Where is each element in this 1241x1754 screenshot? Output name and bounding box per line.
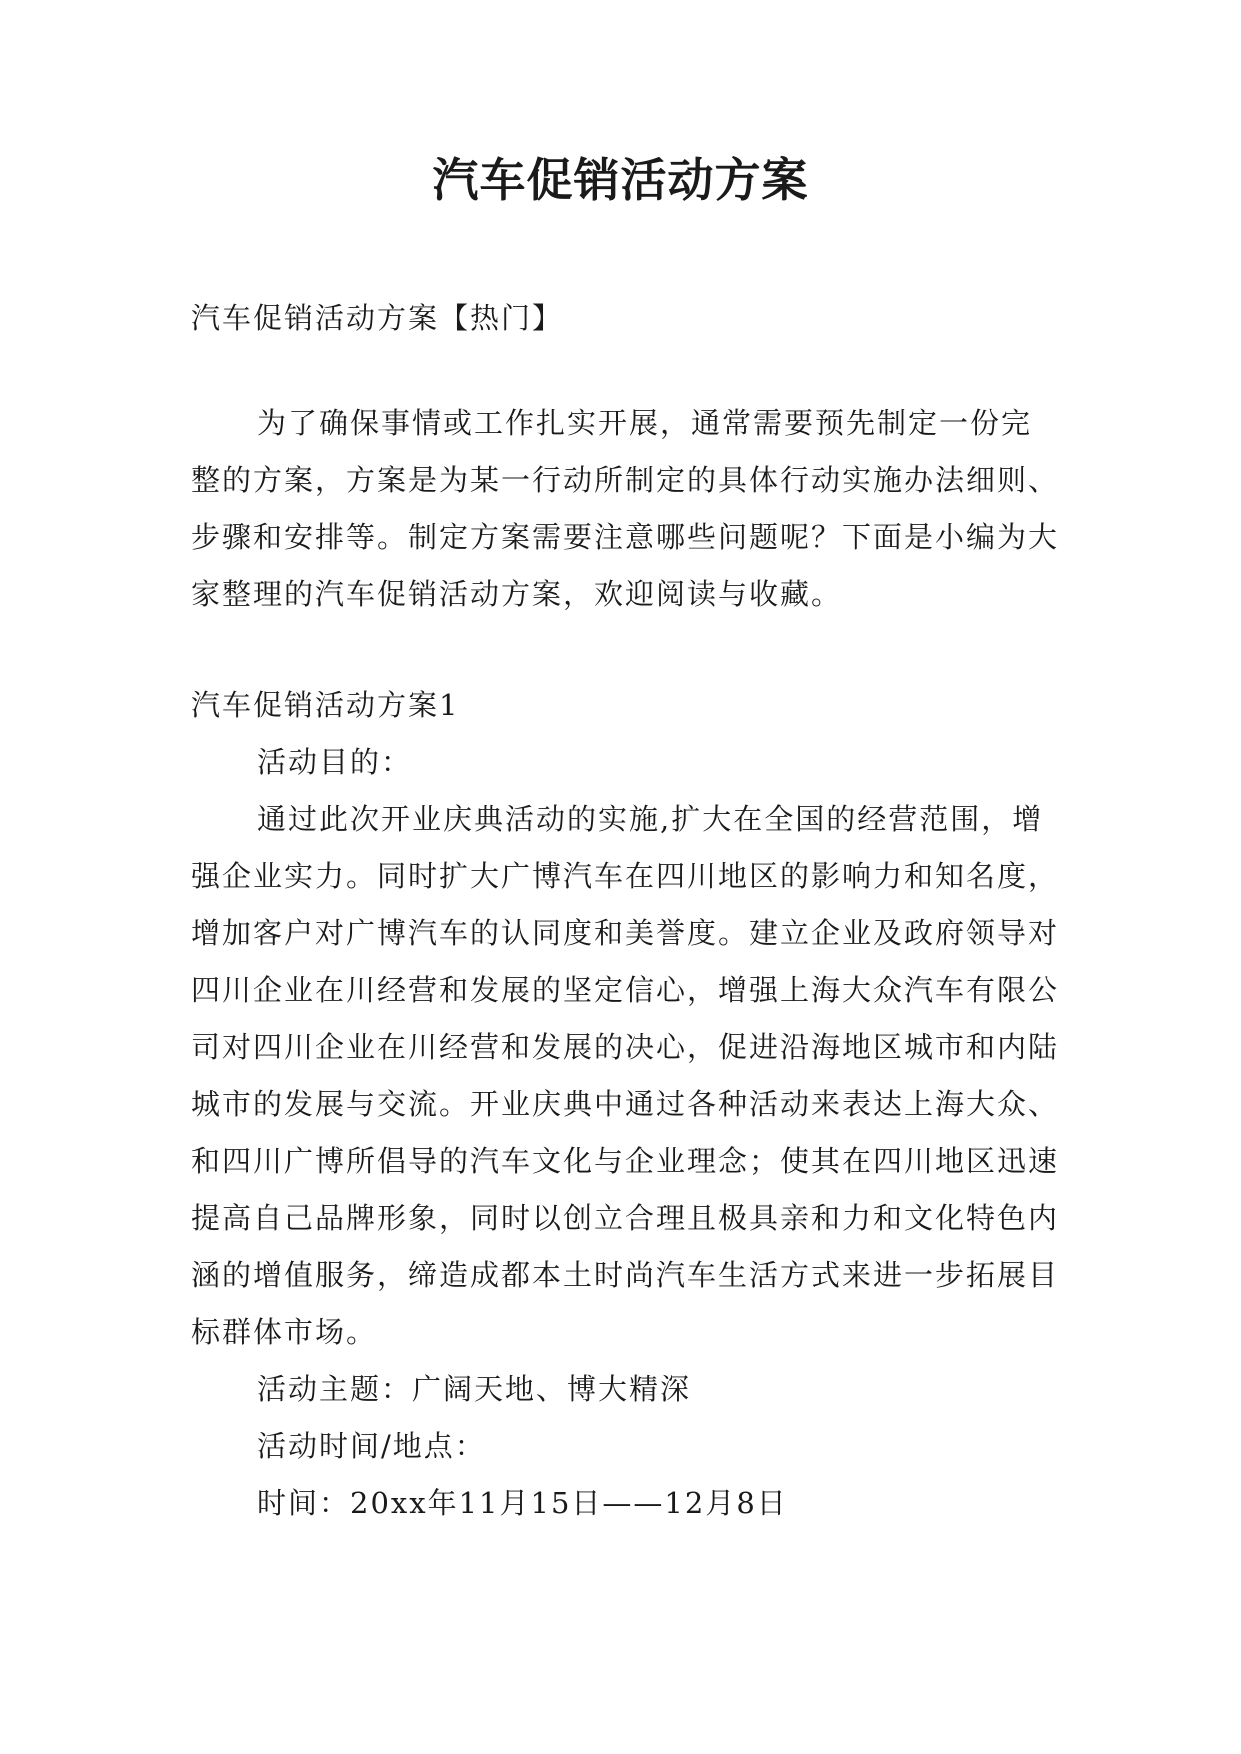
section-heading: 汽车促销活动方案1 [191,688,460,722]
paragraph-spacer [191,623,1061,677]
document-body [191,290,1061,1532]
time-line: 时间：20xx年11月15日——12月8日 [257,1486,788,1520]
time-place-label: 活动时间/地点： [257,1429,486,1463]
purpose-paragraph: 通过此次开业庆典活动的实施,扩大在全国的经营范围，增强企业实力。同时扩大广博汽车在四川地区的影响力和知名度，增加客户对广博汽车的认同度和美誉度。建立企业及政府领导对四川企业在川经营和发展的坚定信心，增强上海大众汽车有限公司对四川企业在川经营和发展的决心，促进沿海地区城市和内陆城市的发展与交流。开业庆典中通过各种活动来表达上海大众、和四川广博所倡导的汽车文化与企业理念；使其在四川地区迅速提高自己品牌形象，同时以创立合理且极具亲和力和文化特色内涵的增值服务，缔造成都本土时尚汽车生活方式来进一步拓展目标群体市场。 [191,802,1060,1349]
document-title: 汽车促销活动方案 [432,153,809,207]
paragraph-spacer [191,347,1061,395]
document-subtitle: 汽车促销活动方案【热门】 [191,301,564,335]
purpose-label: 活动目的： [257,745,413,779]
theme-line: 活动主题：广阔天地、博大精深 [257,1372,692,1406]
intro-paragraph: 为了确保事情或工作扎实开展，通常需要预先制定一份完整的方案，方案是为某一行动所制定的具体行动实施办法细则、步骤和安排等。制定方案需要注意哪些问题呢？下面是小编为大家整理的汽车促销活动方案，欢迎阅读与收藏。 [191,406,1060,611]
